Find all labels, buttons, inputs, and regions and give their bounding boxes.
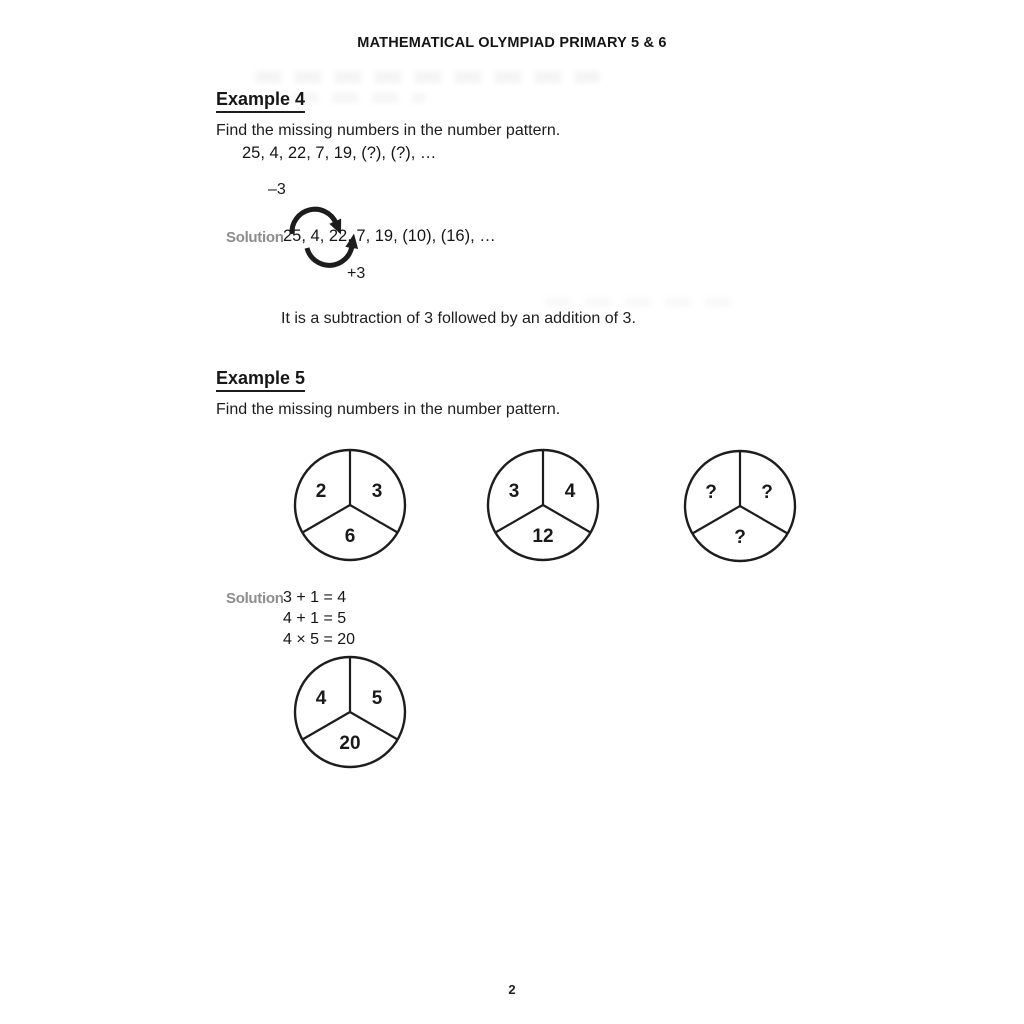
circle-divider	[740, 506, 788, 534]
sector-value: 20	[339, 733, 361, 754]
example5-title-text: Example 5	[216, 369, 305, 392]
puzzle-circle-2	[486, 448, 600, 562]
solution-step: 3 + 1 = 4	[283, 589, 347, 606]
example5-solution-label: Solution	[226, 590, 284, 607]
sector-value: 3	[371, 481, 383, 502]
example4-sequence-answer: 25, 4, 22, 7, 19, (10), (16), …	[283, 227, 496, 245]
page-number: 2	[508, 982, 516, 997]
example5-prompt: Find the missing numbers in the number pattern.	[216, 401, 561, 418]
add-3-label: +3	[347, 265, 366, 282]
example4-title	[216, 90, 305, 113]
sector-value: ?	[761, 482, 773, 503]
sector-value: 5	[371, 688, 383, 709]
answer-circle	[293, 655, 407, 769]
solution-step: 4 + 1 = 5	[283, 610, 347, 627]
puzzle-circle-1	[293, 448, 407, 562]
subtract-3-label: –3	[268, 181, 286, 198]
sector-value: 4	[315, 688, 327, 709]
scan-artifact	[545, 297, 745, 307]
example4-title-text: Example 4	[216, 90, 305, 113]
example4-sequence-question: 25, 4, 22, 7, 19, (?), (?), …	[242, 144, 437, 162]
add-3-arrow-icon	[307, 246, 352, 265]
example4-solution-label: Solution	[226, 229, 284, 246]
sector-value: 4	[564, 481, 576, 502]
circle-divider	[350, 505, 398, 533]
scan-artifact	[255, 71, 600, 83]
example4-explanation: It is a subtraction of 3 followed by an addition of 3.	[281, 310, 636, 327]
page-header-title: MATHEMATICAL OLYMPIAD PRIMARY 5 & 6	[357, 35, 667, 51]
sector-value: ?	[734, 527, 746, 548]
sector-value: ?	[705, 482, 717, 503]
circle-divider	[302, 505, 350, 533]
sector-value: 12	[532, 526, 554, 547]
pattern-arrows	[262, 190, 382, 290]
sector-value: 2	[315, 481, 327, 502]
solution-step: 4 × 5 = 20	[283, 631, 356, 648]
example5-title	[216, 369, 305, 392]
sector-value: 6	[344, 526, 356, 547]
sector-value: 3	[508, 481, 520, 502]
example4-prompt: Find the missing numbers in the number pattern.	[216, 122, 561, 139]
scan-artifact	[292, 93, 427, 103]
subtract-3-arrow-icon	[292, 209, 336, 234]
puzzle-circle-3	[683, 449, 797, 563]
circle-divider	[692, 506, 740, 534]
example5-solution-steps	[283, 587, 355, 650]
